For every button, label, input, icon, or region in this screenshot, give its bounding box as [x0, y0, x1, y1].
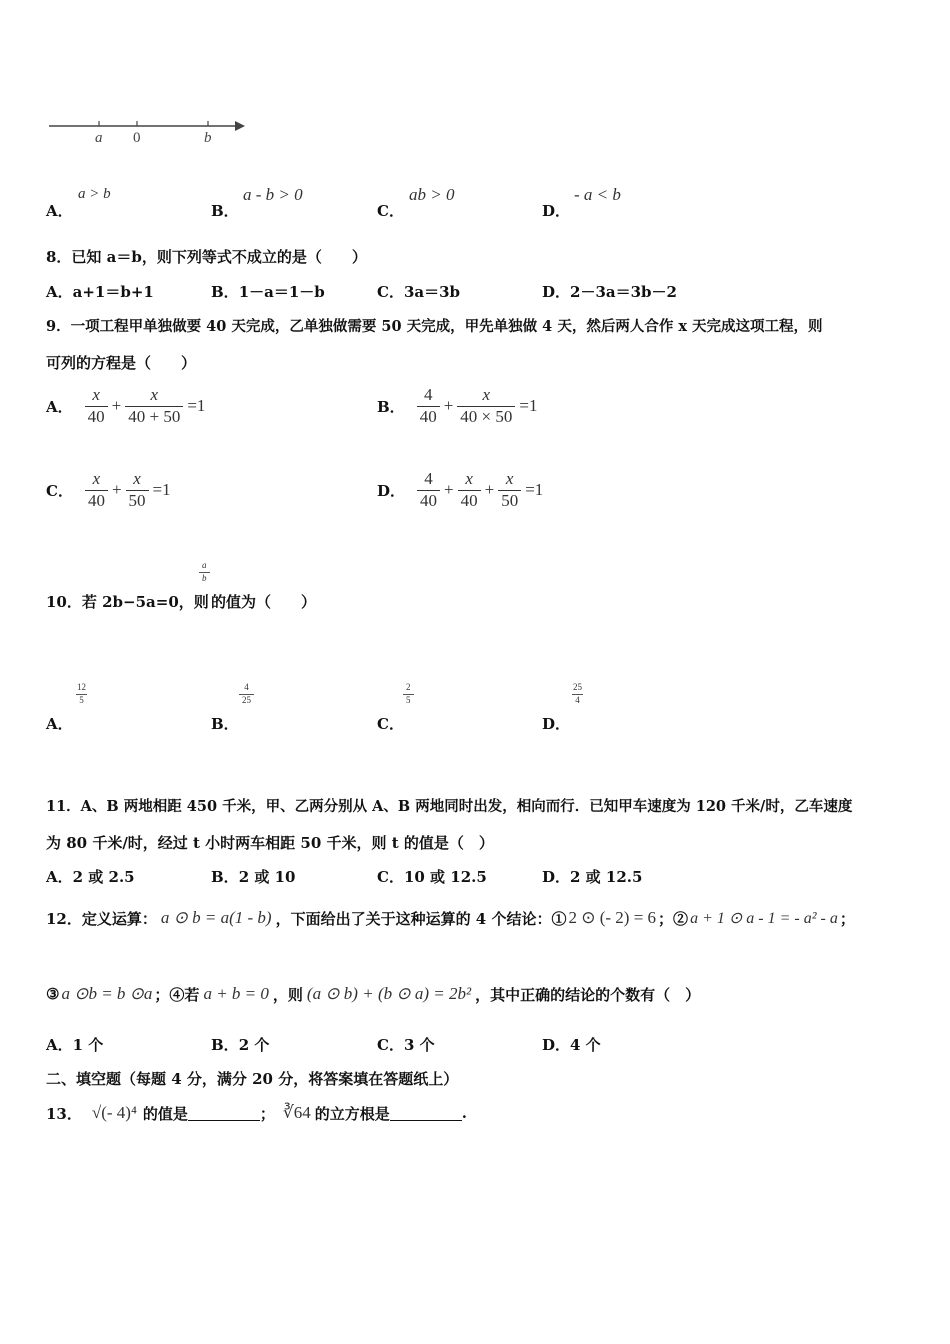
number-line — [45, 112, 255, 148]
q10-option-c-label: C． — [377, 715, 404, 733]
q12-end-1: ； — [839, 909, 855, 928]
q7-option-c-expr: ab > 0 — [409, 185, 455, 204]
section-2-title: 二、填空题（每题 4 分，满分 20 分，将答案填在答题纸上） — [46, 1070, 459, 1088]
q7-option-d-label: D． — [542, 202, 571, 220]
q12-conclusion-4-expr: (a ⊙ b) + (b ⊙ a) = 2b² — [306, 984, 472, 1003]
q12-line2 — [46, 976, 700, 1012]
q9-option-a-label: A． — [46, 397, 73, 416]
q12-option-c-text: 3 个 — [403, 1036, 435, 1054]
q12-c3-mark: ③ — [46, 985, 60, 1003]
q7-option-b-expr: a - b > 0 — [243, 185, 303, 204]
q7-option-a-label: A． — [46, 202, 73, 220]
q9-a-fraction-1: $\frac{x}{40}$ — [85, 385, 108, 427]
q9-option-c: C． $\frac{x}{40}$ + $\frac{x}{50}$ =1 — [46, 469, 171, 510]
q12-conclusion-4-condition: a + b = 0 — [203, 984, 269, 1003]
q10-option-c-fraction: $\frac{2}{5}$ — [403, 682, 414, 706]
q11-option-d-text: 2 或 12.5 — [570, 868, 643, 886]
q12-option-b-text: 2 个 — [238, 1036, 270, 1054]
q13-sep: ； — [259, 1104, 275, 1123]
q12-conclusion-1: 2 ⊙ (- 2) = 6 — [568, 908, 657, 927]
q12-definition: a ⊙ b = a(1 - b) — [160, 908, 272, 927]
q10-option-b-label: B． — [211, 715, 239, 733]
number-line-label-b: b — [204, 130, 212, 146]
q9-d-fraction-1: $\frac{4}{40}$ — [417, 469, 440, 511]
q12-conclusion-3: a ⊙b = b ⊙a — [61, 984, 153, 1003]
q9-stem-line2: 可列的方程是（ ） — [46, 354, 197, 372]
q8-option-c-label: C． — [377, 283, 404, 301]
q7-option-d-expr: - a < b — [574, 185, 621, 204]
q9-option-c-label: C． — [46, 481, 73, 500]
q11-stem-line2: 为 80 千米/时，经过 t 小时两车相距 50 千米，则 t 的值是（ ） — [46, 834, 494, 852]
q9-d-fraction-2: $\frac{x}{40}$ — [458, 469, 481, 511]
q7-option-c-label: C． — [377, 202, 404, 220]
q9-b-fraction-2: $\frac{x}{40 \times 50}$ — [457, 385, 515, 427]
q13-end: . — [461, 1104, 467, 1122]
q11-option-b-text: 2 或 10 — [238, 868, 296, 886]
q10-fraction-a-over-b: $\frac{a}{b}$ — [199, 560, 210, 584]
q8-option-a-label: A． — [46, 283, 73, 301]
number-line-label-a: a — [95, 130, 103, 146]
q9-a-fraction-2: $\frac{x}{40 + 50}$ — [125, 385, 183, 427]
q13-expr-sqrt: √(- 4)⁴ — [91, 1103, 137, 1122]
q12-option-c-label: C． — [377, 1036, 404, 1054]
q11-option-c-text: 10 或 12.5 — [403, 868, 487, 886]
q12-c4-mark: ；④若 — [154, 985, 200, 1004]
q10-option-d-label: D． — [542, 715, 571, 733]
q12-option-d-text: 4 个 — [570, 1036, 601, 1054]
q12-sep-2: ；② — [658, 909, 689, 928]
q8-option-d-label: D． — [542, 283, 571, 301]
q11-option-a-text: 2 或 2.5 — [72, 868, 135, 886]
q12-c4-then: ，则 — [272, 985, 303, 1004]
q8-stem: 8．已知 a＝b，则下列等式不成立的是（ ） — [46, 248, 367, 266]
q9-stem-line1: 9．一项工程甲单独做要 40 天完成，乙单独做需要 50 天完成，甲先单独做 4 天，然后两人合作 x 天完成这项工程，则 — [46, 318, 823, 335]
q13-number: 13． — [46, 1104, 82, 1123]
q10-option-a-label: A． — [46, 715, 73, 733]
q11-option-d-label: D． — [542, 868, 571, 886]
q8-option-c-text: 3a＝3b — [403, 283, 461, 301]
q8-option-a-text: a+1＝b+1 — [72, 283, 154, 301]
q12-conclusion-2: a + 1 ⊙ a - 1 = - a² - a — [690, 910, 838, 927]
q11-option-b-label: B． — [211, 868, 239, 886]
q8-option-b-text: 1－a＝1－b — [238, 283, 325, 301]
q12-option-d-label: D． — [542, 1036, 571, 1054]
q12-option-a-label: A． — [46, 1036, 73, 1054]
q9-d-fraction-3: $\frac{x}{50}$ — [498, 469, 521, 511]
q13-line — [46, 1096, 467, 1130]
q12-option-b-label: B． — [211, 1036, 239, 1054]
q9-option-d: D． $\frac{4}{40}$ + $\frac{x}{40}$ + $\frac{x}{50}$ =1 — [377, 469, 544, 510]
q11-option-c-label: C． — [377, 868, 404, 886]
q7-option-a-expr: a > b — [78, 186, 111, 202]
q9-option-a: A． $\frac{x}{40}$ + $\frac{x}{40 + 50}$ =1 — [46, 385, 206, 426]
q13-text-1: 的值是 — [142, 1104, 188, 1123]
q10-stem-post: 的值为（ ） — [211, 593, 317, 611]
q13-answer-blank-2[interactable] — [390, 1106, 462, 1121]
q12-stem-pre: 12．定义运算： — [46, 909, 157, 928]
q12-stem-mid: ，下面给出了关于这种运算的 4 个结论：① — [275, 909, 567, 928]
q8-option-b-label: B． — [211, 283, 239, 301]
q11-option-a-label: A． — [46, 868, 73, 886]
q11-stem-line1: 11．A、B 两地相距 450 千米，甲、乙两分别从 A、B 两地同时出发，相向而行．已知甲车速度为 120 千米/时，乙车速度 — [46, 798, 853, 815]
q9-b-fraction-1: $\frac{4}{40}$ — [417, 385, 440, 427]
q7-option-b-label: B． — [211, 202, 239, 220]
q9-c-fraction-2: $\frac{x}{50}$ — [126, 469, 149, 511]
q9-c-fraction-1: $\frac{x}{40}$ — [85, 469, 108, 511]
q13-answer-blank-1[interactable] — [188, 1106, 260, 1121]
q10-stem-pre: 10．若 2b−5a=0，则 — [46, 593, 209, 611]
q12-option-a-text: 1 个 — [72, 1036, 104, 1054]
q10-option-b-fraction: $\frac{4}{25}$ — [239, 682, 254, 706]
q9-option-d-label: D． — [377, 481, 406, 500]
q10-option-a-fraction: $\frac{12}{5}$ — [77, 682, 86, 705]
q8-option-d-text: 2－3a＝3b－2 — [570, 283, 677, 301]
q10-option-d-fraction: $\frac{25}{4}$ — [573, 682, 582, 705]
q9-option-b: B． $\frac{4}{40}$ + $\frac{x}{40 \times 50}$ =1 — [377, 385, 538, 426]
q12-stem-end: ，其中正确的结论的个数有（ ） — [475, 985, 701, 1004]
q9-option-b-label: B． — [377, 397, 405, 416]
q13-text-2: 的立方根是 — [314, 1104, 390, 1123]
number-line-label-0: 0 — [133, 130, 141, 146]
q13-expr-cbrt: ∛64 — [282, 1103, 311, 1122]
q12-line1 — [46, 900, 855, 936]
